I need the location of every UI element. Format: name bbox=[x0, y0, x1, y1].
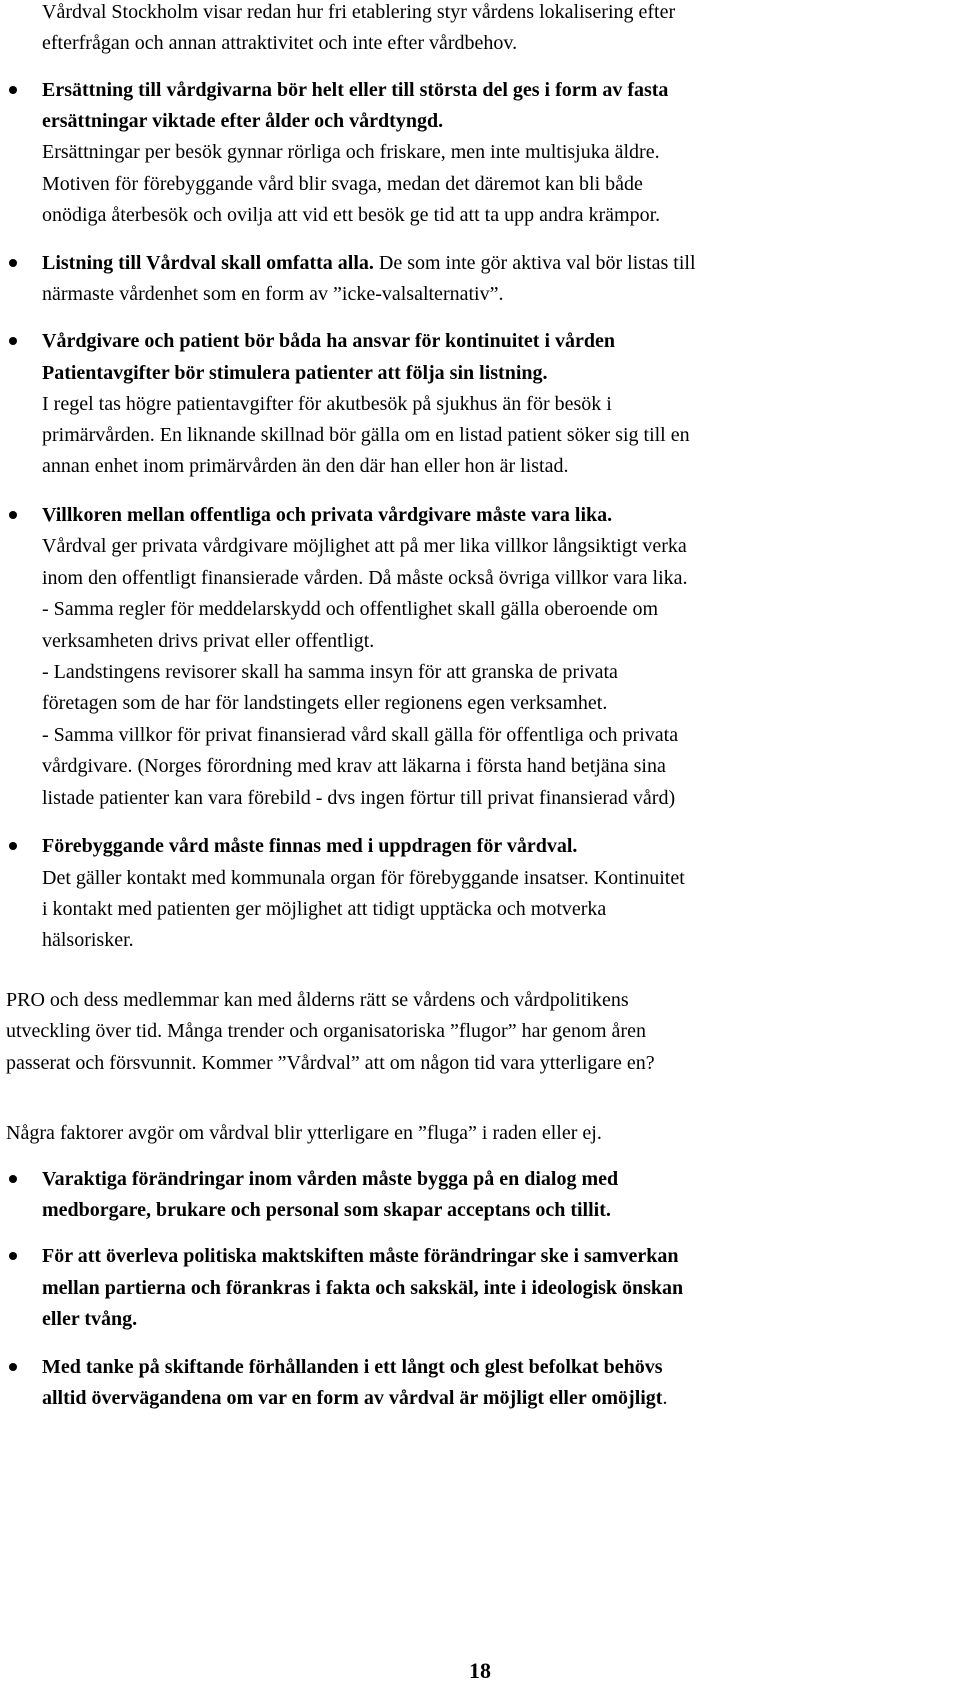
bullet-heading: Patientavgifter bör stimulera patienter att följa sin listning. bbox=[42, 362, 548, 384]
bullet-heading: Med tanke på skiftande förhållanden i ett långt och glest befolkat behövs bbox=[42, 1356, 663, 1378]
bullet-heading: eller tvång. bbox=[42, 1308, 138, 1330]
text-line: Vårdval ger privata vårdgivare möjlighet att på mer lika villkor långsiktigt verka bbox=[42, 535, 687, 557]
bullet-heading: För att överleva politiska maktskiften måste förändringar ske i samverkan bbox=[42, 1245, 679, 1267]
bullet-icon bbox=[9, 511, 17, 519]
text-line: Några faktorer avgör om vårdval blir ytterligare en ”fluga” i raden eller ej. bbox=[6, 1122, 602, 1144]
text-line: i kontakt med patienten ger möjlighet att tidigt upptäcka och motverka bbox=[42, 898, 607, 920]
text-line: I regel tas högre patientavgifter för akutbesök på sjukhus än för besök i bbox=[42, 393, 612, 415]
bullet-heading: medborgare, brukare och personal som skapar acceptans och tillit. bbox=[42, 1199, 611, 1221]
text-span: De som inte gör aktiva val bör listas till bbox=[373, 252, 696, 274]
text-line: Vårdval Stockholm visar redan hur fri etablering styr vårdens lokalisering efter bbox=[42, 1, 676, 23]
text-line: Det gäller kontakt med kommunala organ för förebyggande insatser. Kontinuitet bbox=[42, 867, 685, 889]
bullet-icon bbox=[9, 86, 17, 94]
bullet-heading: Villkoren mellan offentliga och privata vårdgivare måste vara lika. bbox=[42, 504, 613, 526]
text-line: efterfrågan och annan attraktivitet och inte efter vårdbehov. bbox=[42, 32, 518, 54]
text-line: annan enhet inom primärvården än den där han eller hon är listad. bbox=[42, 455, 569, 477]
bullet-heading: Varaktiga förändringar inom vården måste bygga på en dialog med bbox=[42, 1168, 619, 1190]
bullet-icon bbox=[9, 259, 17, 267]
text-line: utveckling över tid. Många trender och organisatoriska ”flugor” har genom åren bbox=[6, 1020, 646, 1042]
bullet-icon bbox=[9, 1175, 17, 1183]
text-line: PRO och dess medlemmar kan med ålderns rätt se vårdens och vårdpolitikens bbox=[6, 989, 629, 1011]
text-line bbox=[42, 251, 696, 275]
bullet-heading: Vårdgivare och patient bör båda ha ansvar för kontinuitet i vården bbox=[42, 330, 616, 352]
text-line: Ersättningar per besök gynnar rörliga och friskare, men inte multisjuka äldre. bbox=[42, 141, 660, 163]
text-line: vårdgivare. (Norges förordning med krav att läkarna i första hand betjäna sina bbox=[42, 755, 666, 777]
bullet-heading: Förebyggande vård måste finnas med i uppdragen för vårdval. bbox=[42, 835, 578, 857]
bullet-icon bbox=[9, 1252, 17, 1260]
text-line: primärvården. En liknande skillnad bör gälla om en listad patient söker sig till en bbox=[42, 424, 690, 446]
bullet-heading: Listning till Vårdval skall omfatta alla. bbox=[42, 252, 374, 274]
text-line: verksamheten drivs privat eller offentligt. bbox=[42, 630, 375, 652]
bullet-icon bbox=[9, 337, 17, 345]
bullet-icon bbox=[9, 1363, 17, 1371]
text-line: onödiga återbesök och ovilja att vid ett besök ge tid att ta upp andra krämpor. bbox=[42, 204, 661, 226]
text-line: listade patienter kan vara förebild - dvs ingen förtur till privat finansierad vård) bbox=[42, 787, 676, 809]
text-line: hälsorisker. bbox=[42, 929, 134, 951]
text-line: inom den offentligt finansierade vården. Då måste också övriga villkor vara lika. bbox=[42, 567, 688, 589]
text-line: företagen som de har för landstingets eller regionens egen verksamhet. bbox=[42, 692, 608, 714]
bullet-icon bbox=[9, 842, 17, 850]
text-line: - Landstingens revisorer skall ha samma insyn för att granska de privata bbox=[42, 661, 618, 683]
bullet-heading: Ersättning till vårdgivarna bör helt eller till största del ges i form av fasta bbox=[42, 79, 669, 101]
text-line: närmaste vårdenhet som en form av ”icke-valsalternativ”. bbox=[42, 283, 504, 305]
text-span: . bbox=[662, 1387, 668, 1409]
bullet-heading: alltid övervägandena om var en form av vårdval är möjligt eller omöjligt bbox=[42, 1387, 663, 1409]
text-line: Motiven för förebyggande vård blir svaga, medan det däremot kan bli både bbox=[42, 173, 643, 195]
text-line bbox=[42, 1386, 667, 1410]
page-number: 18 bbox=[469, 1658, 491, 1683]
bullet-heading: mellan partierna och förankras i fakta och sakskäl, inte i ideologisk önskan bbox=[42, 1277, 684, 1299]
text-line: - Samma villkor för privat finansierad vård skall gälla för offentliga och privata bbox=[42, 724, 679, 746]
text-line: passerat och försvunnit. Kommer ”Vårdval” att om någon tid vara ytterligare en? bbox=[6, 1052, 655, 1074]
text-line: - Samma regler för meddelarskydd och offentlighet skall gälla oberoende om bbox=[42, 598, 659, 620]
bullet-heading: ersättningar viktade efter ålder och vårdtyngd. bbox=[42, 110, 444, 132]
